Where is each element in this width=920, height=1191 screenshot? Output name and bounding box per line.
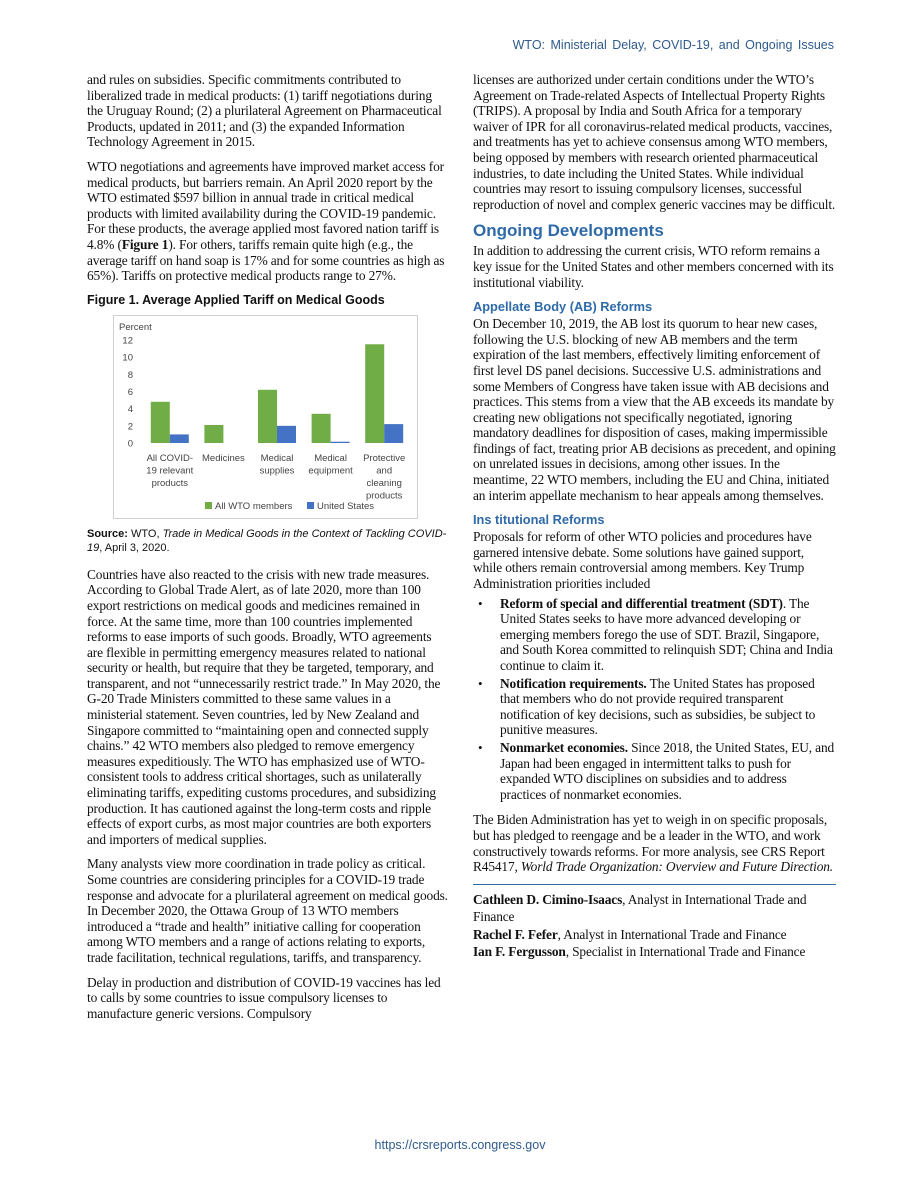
bar bbox=[204, 425, 223, 443]
x-tick-label: equipment bbox=[308, 465, 353, 477]
x-tick-label: All COVID- bbox=[146, 452, 194, 464]
author-name: Rachel F. Fefer bbox=[473, 926, 558, 942]
source-date: , April 3, 2020. bbox=[99, 541, 170, 554]
figure-title: Figure 1. Average Applied Tariff on Medical Goods bbox=[87, 292, 385, 307]
bullet-title: Notification requirements. bbox=[500, 675, 647, 691]
author-entry bbox=[473, 926, 836, 944]
paragraph bbox=[87, 159, 449, 284]
x-tick-label: and bbox=[376, 465, 393, 477]
paragraph: In addition to addressing the current crisis, WTO reform remains a key issue for the United States and other members concerned with its institutional viability. bbox=[473, 243, 834, 290]
source-label: Source: bbox=[87, 527, 128, 540]
x-tick-label: 19 relevant bbox=[146, 465, 194, 477]
x-tick-label: products bbox=[365, 490, 403, 502]
subsection-heading: Appellate Body (AB) Reforms bbox=[473, 299, 653, 315]
bullet-text: The United States has proposed that members who do not provide required transparent notification of key decisions, such as subsidies, be subject to punitive measures. bbox=[500, 675, 816, 738]
bullet-title: Reform of special and differential treatment (SDT) bbox=[500, 595, 783, 611]
x-tick-label: Medical bbox=[260, 452, 294, 464]
list-item bbox=[473, 596, 836, 674]
y-tick-label: 8 bbox=[127, 369, 133, 381]
section-heading: Ongoing Developments bbox=[473, 221, 664, 241]
list-item bbox=[473, 740, 836, 802]
bar bbox=[151, 402, 170, 443]
x-tick-label: Protective bbox=[363, 452, 406, 464]
paragraph: licenses are authorized under certain conditions under the WTO’s Agreement on Trade-related Aspects of Intellectual Property Rights (TRIPS). A proposal by India and South Africa for a temporary waiver of IPR for all coronavirus-related medical products, vaccines, and treatments has yet to achieve consensus among WTO members, being opposed by members with research oriented pharmaceutical industries, to date including the United States. While individual countries may resort to issuing compulsory licenses, successful reproduction of novel and complex generic vaccines may be difficult. bbox=[473, 72, 836, 212]
x-tick-label: Medical bbox=[314, 452, 347, 464]
bar bbox=[170, 434, 189, 443]
legend-label: All WTO members bbox=[215, 500, 293, 512]
x-tick-label: cleaning bbox=[366, 477, 402, 489]
paragraph: Proposals for reform of other WTO policies and procedures have garnered intensive debate. Some solutions have gained support, while others remain controversial among members. Key Trump Administration priorities included bbox=[473, 529, 812, 592]
y-tick-label: 0 bbox=[127, 438, 133, 450]
reform-priorities-list bbox=[473, 596, 836, 803]
left-column bbox=[87, 72, 449, 1030]
author-entry bbox=[473, 891, 836, 926]
author-role: , Analyst in International Trade and Finance bbox=[473, 891, 807, 925]
paragraph: Delay in production and distribution of COVID-19 vaccines has led to calls by some countries to issue compulsory licenses to manufacture generic versions. Compulsory bbox=[87, 974, 441, 1021]
author-role: , Analyst in International Trade and Finance bbox=[557, 926, 787, 942]
source-org: WTO, bbox=[127, 527, 163, 540]
bullet-text: . The United States seeks to have more advanced developing or emerging members forego the use of SDT. Brazil, Singapore, and South Korea committed to relinquish SDT; China and India continue to claim it. bbox=[500, 595, 833, 673]
tariff-chart bbox=[113, 315, 418, 519]
x-tick-label: products bbox=[151, 477, 189, 489]
bar bbox=[312, 414, 331, 443]
figure-source bbox=[87, 527, 449, 555]
bullet-icon: • bbox=[478, 595, 483, 611]
bullet-text: Since 2018, the United States, EU, and Japan had been engaged in intermittent talks to push for expanded WTO disciplines on subsidies and to address practices of nonmarket economies. bbox=[500, 739, 835, 802]
text-span: The Biden Administration has yet to weigh in on specific proposals, but has pledged to reengage and be a leader in the WTO, and work constructively towards reforms. For more analysis, see CRS Report R45417, bbox=[473, 812, 828, 875]
list-item bbox=[473, 676, 836, 738]
right-column bbox=[473, 72, 836, 961]
legend-label: United States bbox=[317, 500, 375, 512]
paragraph: and rules on subsidies. Specific commitments contributed to liberalized trade in medical products: (1) tariff negotiations during the Uruguay Round; (2) a plurilateral Agreement on Pharmaceutical Products, updated in 2011; and (3) the expanded Information Technology Agreement in 2015. bbox=[87, 72, 442, 150]
y-axis-label: Percent bbox=[119, 321, 152, 333]
x-tick-label: supplies bbox=[259, 465, 295, 477]
x-tick-label: Medicines bbox=[202, 452, 245, 464]
bar bbox=[277, 426, 296, 443]
footer-link[interactable]: https://crsreports.congress.gov bbox=[374, 1138, 546, 1152]
bullet-icon: • bbox=[478, 675, 483, 691]
subsection-heading: Ins titutional Reforms bbox=[473, 512, 605, 528]
bar bbox=[365, 344, 384, 443]
figure-reference: Figure 1 bbox=[121, 236, 169, 252]
report-title: World Trade Organization: Overview and Future Direction. bbox=[520, 859, 833, 875]
source-title: Trade in Medical Goods in the Context of Tackling COVID-19 bbox=[87, 527, 447, 554]
author-entry bbox=[473, 943, 836, 961]
bar bbox=[331, 441, 350, 442]
bar bbox=[384, 424, 403, 443]
y-tick-label: 4 bbox=[127, 403, 133, 415]
author-name: Cathleen D. Cimino-Isaacs bbox=[473, 891, 623, 907]
paragraph bbox=[473, 812, 836, 874]
paragraph: Countries have also reacted to the crisis with new trade measures. According to Global Trade Alert, as of late 2020, more than 100 export restrictions on medical goods and medicines remained in force. At the same time, more than 100 countries implemented reforms to ease imports of such goods. Broadly, WTO agreements are flexible in permitting emergency measures related to national security or health, but require that they be targeted, temporary, and transparent, and not “unnecessarily restrict trade.” In May 2020, the G-20 Trade Ministers committed to these same values in a ministerial statement. Seven countries, led by New Zealand and Singapore committed to “maintaining open and connected supply chains.” 42 WTO members also pledged to remove emergency measures expeditiously. The WTO has emphasized use of WTO-consistent tools to address critical shortages, such as unilaterally eliminating tariffs, expediting customs procedures, and subsidizing production. It has cautioned against the long-term costs and ripple effects of export curbs, as most major countries are both exporters and importers of medical supplies. bbox=[87, 566, 441, 847]
paragraph: Many analysts view more coordination in trade policy as critical. Some countries are considering principles for a COVID-19 trade response and advocate for a plurilateral agreement on medical goods. In December 2020, the Ottawa Group of 13 WTO members introduced a “trade and health” initiative calling for cooperation among WTO members and a range of actions relating to exports, trade facilitation, technical regulations, tariffs, and transparency. bbox=[87, 856, 448, 965]
text-span: ). For others, tariffs remain quite high (e.g., the average tariff on hand soap is 17% and for some countries as high as 65%). Tariffs on protective medical products range to 27%. bbox=[87, 236, 445, 284]
y-tick-label: 6 bbox=[127, 386, 133, 398]
tariff-chart-svg bbox=[113, 315, 418, 519]
running-header: WTO: Ministerial Delay, COVID-19, and Ongoing Issues bbox=[512, 38, 834, 52]
bullet-icon: • bbox=[478, 739, 483, 755]
author-role: , Specialist in International Trade and Finance bbox=[565, 944, 806, 960]
author-name: Ian F. Fergusson bbox=[473, 944, 566, 960]
bullet-title: Nonmarket economies. bbox=[500, 739, 628, 755]
paragraph: On December 10, 2019, the AB lost its quorum to hear new cases, following the U.S. blocking of new AB members and the term expiration of the last members, effectively limiting enforcement of first level DS panel decisions. Successive U.S. administrations and some Members of Congress have taken issue with AB decisions and practices. This stems from a view that the AB exceeds its mandate by creating new obligations not specifically negotiated, ignoring mandatory deadlines for disposition of cases, making impermissible findings of fact, treating prior AB decisions as precedent, and opining on unrelated issues in decisions, among other issues. In the meantime, 22 WTO members, including the EU and China, initiated an interim appellate mechanism to hear appeals among themselves. bbox=[473, 316, 836, 503]
text-span: WTO negotiations and agreements have improved market access for medical products, but barriers remain. An April 2020 report by the WTO estimated $597 billion in annual trade in critical medical products with limited availability during the COVID-19 pandemic. For these products, the average applied most favored nation tariff is 4.8% ( bbox=[87, 158, 444, 252]
divider bbox=[473, 884, 836, 885]
y-tick-label: 12 bbox=[122, 335, 133, 347]
bar bbox=[258, 390, 277, 443]
legend-swatch bbox=[205, 502, 212, 509]
y-tick-label: 10 bbox=[122, 352, 133, 364]
legend-swatch bbox=[307, 502, 314, 509]
y-tick-label: 2 bbox=[127, 421, 133, 433]
